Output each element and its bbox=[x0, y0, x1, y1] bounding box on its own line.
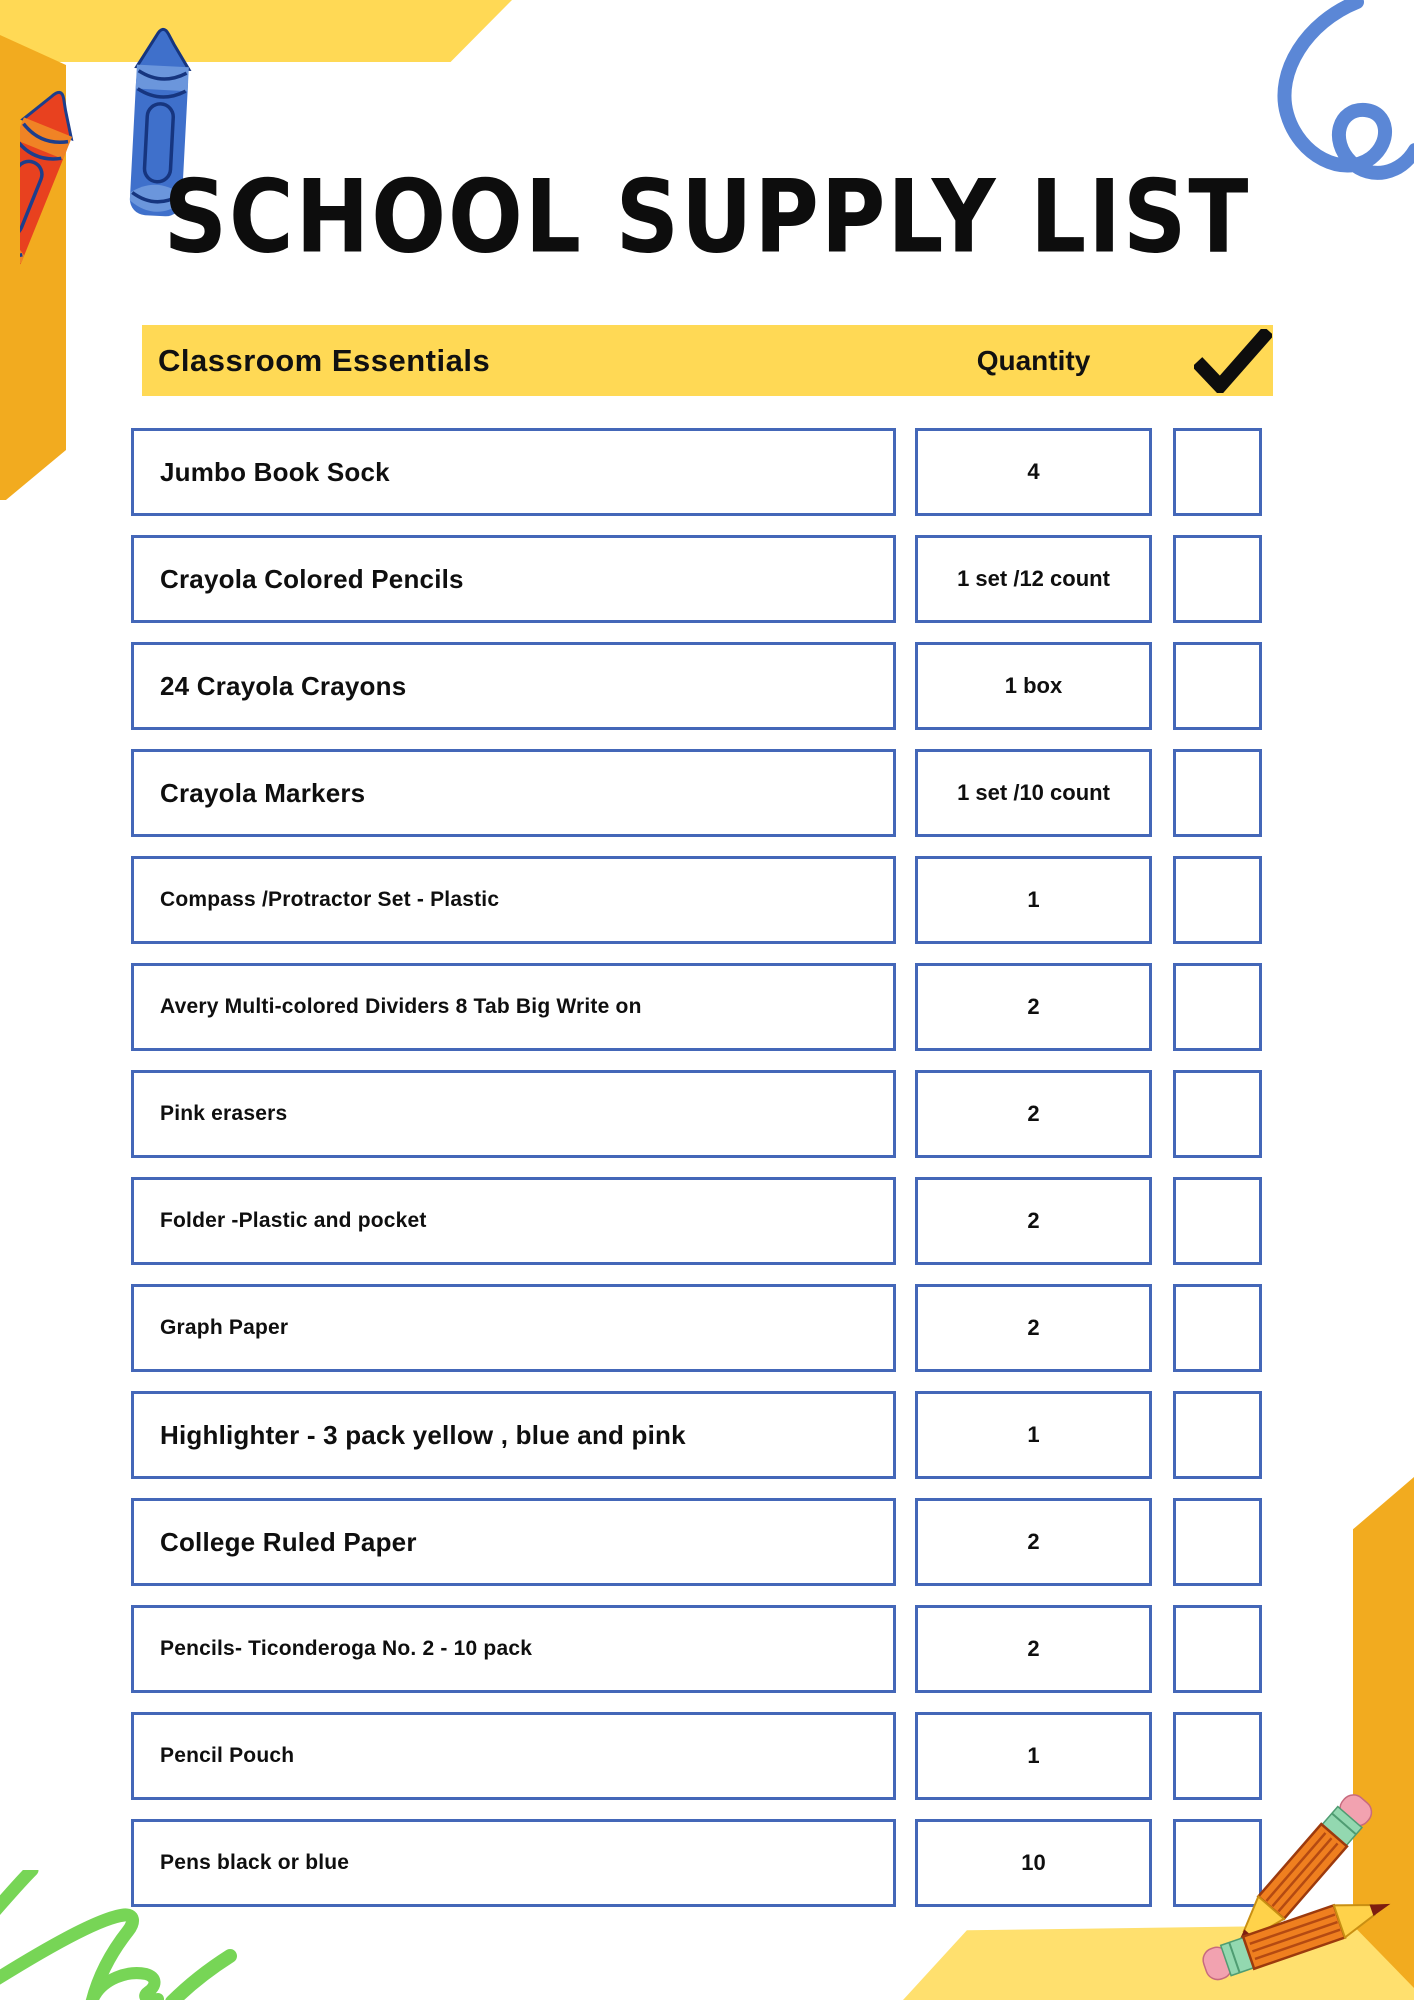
quantity-cell bbox=[915, 856, 1152, 944]
item-cell bbox=[131, 856, 896, 944]
item-cell bbox=[131, 535, 896, 623]
item-cell bbox=[131, 749, 896, 837]
checkbox[interactable] bbox=[1173, 1070, 1262, 1158]
quantity-value: 1 bbox=[1027, 1422, 1040, 1447]
page-title: SCHOOL SUPPLY LIST bbox=[163, 158, 1251, 276]
checkbox[interactable] bbox=[1173, 1391, 1262, 1479]
item-cell bbox=[131, 1712, 896, 1800]
checkbox[interactable] bbox=[1173, 535, 1262, 623]
item-label: Crayola Markers bbox=[160, 777, 366, 808]
quantity-cell bbox=[915, 1177, 1152, 1265]
quantity-value: 1 box bbox=[1004, 673, 1063, 698]
item-label: Folder -Plastic and pocket bbox=[160, 1209, 427, 1232]
quantity-cell bbox=[915, 428, 1152, 516]
item-cell bbox=[131, 1605, 896, 1693]
item-label: Highlighter - 3 pack yellow , blue and pink bbox=[160, 1419, 686, 1450]
table-row bbox=[0, 1070, 1414, 1158]
quantity-value: 2 bbox=[1027, 1636, 1040, 1661]
table-row bbox=[0, 856, 1414, 944]
quantity-value: 2 bbox=[1027, 1315, 1040, 1340]
checkbox[interactable] bbox=[1173, 1284, 1262, 1372]
quantity-cell bbox=[915, 1605, 1152, 1693]
header-quantity-label: Quantity bbox=[976, 344, 1091, 376]
item-cell bbox=[131, 1284, 896, 1372]
item-cell bbox=[131, 1070, 896, 1158]
green-scribble-icon bbox=[0, 1870, 245, 2000]
quantity-cell bbox=[915, 749, 1152, 837]
table-row bbox=[0, 1605, 1414, 1693]
quantity-value: 1 set /12 count bbox=[957, 566, 1110, 591]
item-label: Pink erasers bbox=[160, 1102, 288, 1125]
quantity-cell bbox=[915, 1712, 1152, 1800]
quantity-cell bbox=[915, 1498, 1152, 1586]
item-cell bbox=[131, 642, 896, 730]
quantity-value: 2 bbox=[1027, 1208, 1040, 1233]
item-label: 24 Crayola Crayons bbox=[160, 670, 407, 701]
checkbox[interactable] bbox=[1173, 1605, 1262, 1693]
item-label: College Ruled Paper bbox=[160, 1526, 417, 1557]
checkbox[interactable] bbox=[1173, 749, 1262, 837]
checkbox[interactable] bbox=[1173, 963, 1262, 1051]
table-row bbox=[0, 1391, 1414, 1479]
quantity-cell bbox=[915, 1819, 1152, 1907]
item-cell bbox=[131, 428, 896, 516]
checkmark-icon bbox=[1194, 329, 1272, 393]
quantity-value: 1 bbox=[1027, 1743, 1040, 1768]
checkbox[interactable] bbox=[1173, 428, 1262, 516]
quantity-cell bbox=[915, 1284, 1152, 1372]
item-cell bbox=[131, 1819, 896, 1907]
quantity-cell bbox=[915, 1391, 1152, 1479]
table-row bbox=[0, 1284, 1414, 1372]
quantity-cell bbox=[915, 963, 1152, 1051]
quantity-value: 1 set /10 count bbox=[957, 780, 1110, 805]
quantity-cell bbox=[915, 1070, 1152, 1158]
table-row bbox=[0, 749, 1414, 837]
table-row bbox=[0, 1498, 1414, 1586]
item-label: Pens black or blue bbox=[160, 1851, 350, 1874]
item-label: Crayola Colored Pencils bbox=[160, 563, 464, 594]
item-cell bbox=[131, 1391, 896, 1479]
quantity-cell bbox=[915, 642, 1152, 730]
item-label: Jumbo Book Sock bbox=[160, 456, 390, 487]
quantity-cell bbox=[915, 535, 1152, 623]
item-cell bbox=[131, 1177, 896, 1265]
checkbox[interactable] bbox=[1173, 1498, 1262, 1586]
table-row bbox=[0, 535, 1414, 623]
item-label: Graph Paper bbox=[160, 1316, 289, 1339]
checkbox[interactable] bbox=[1173, 856, 1262, 944]
checkbox[interactable] bbox=[1173, 1177, 1262, 1265]
checkbox[interactable] bbox=[1173, 642, 1262, 730]
quantity-value: 1 bbox=[1027, 887, 1040, 912]
table-row bbox=[0, 642, 1414, 730]
item-label: Pencil Pouch bbox=[160, 1744, 295, 1767]
table-row bbox=[0, 1177, 1414, 1265]
item-label: Pencils- Ticonderoga No. 2 - 10 pack bbox=[160, 1637, 533, 1660]
item-label: Compass /Protractor Set - Plastic bbox=[160, 888, 500, 911]
table-header bbox=[142, 325, 1273, 396]
header-category-label: Classroom Essentials bbox=[158, 342, 491, 378]
quantity-value: 2 bbox=[1027, 1529, 1040, 1554]
item-label: Avery Multi-colored Dividers 8 Tab Big Write on bbox=[160, 995, 642, 1018]
quantity-value: 10 bbox=[1021, 1850, 1046, 1875]
item-cell bbox=[131, 1498, 896, 1586]
pencils-illustration bbox=[1150, 1750, 1414, 2000]
table-row bbox=[0, 963, 1414, 1051]
quantity-value: 2 bbox=[1027, 1101, 1040, 1126]
quantity-value: 2 bbox=[1027, 994, 1040, 1019]
quantity-value: 4 bbox=[1027, 459, 1040, 484]
table-row bbox=[0, 428, 1414, 516]
item-cell bbox=[131, 963, 896, 1051]
